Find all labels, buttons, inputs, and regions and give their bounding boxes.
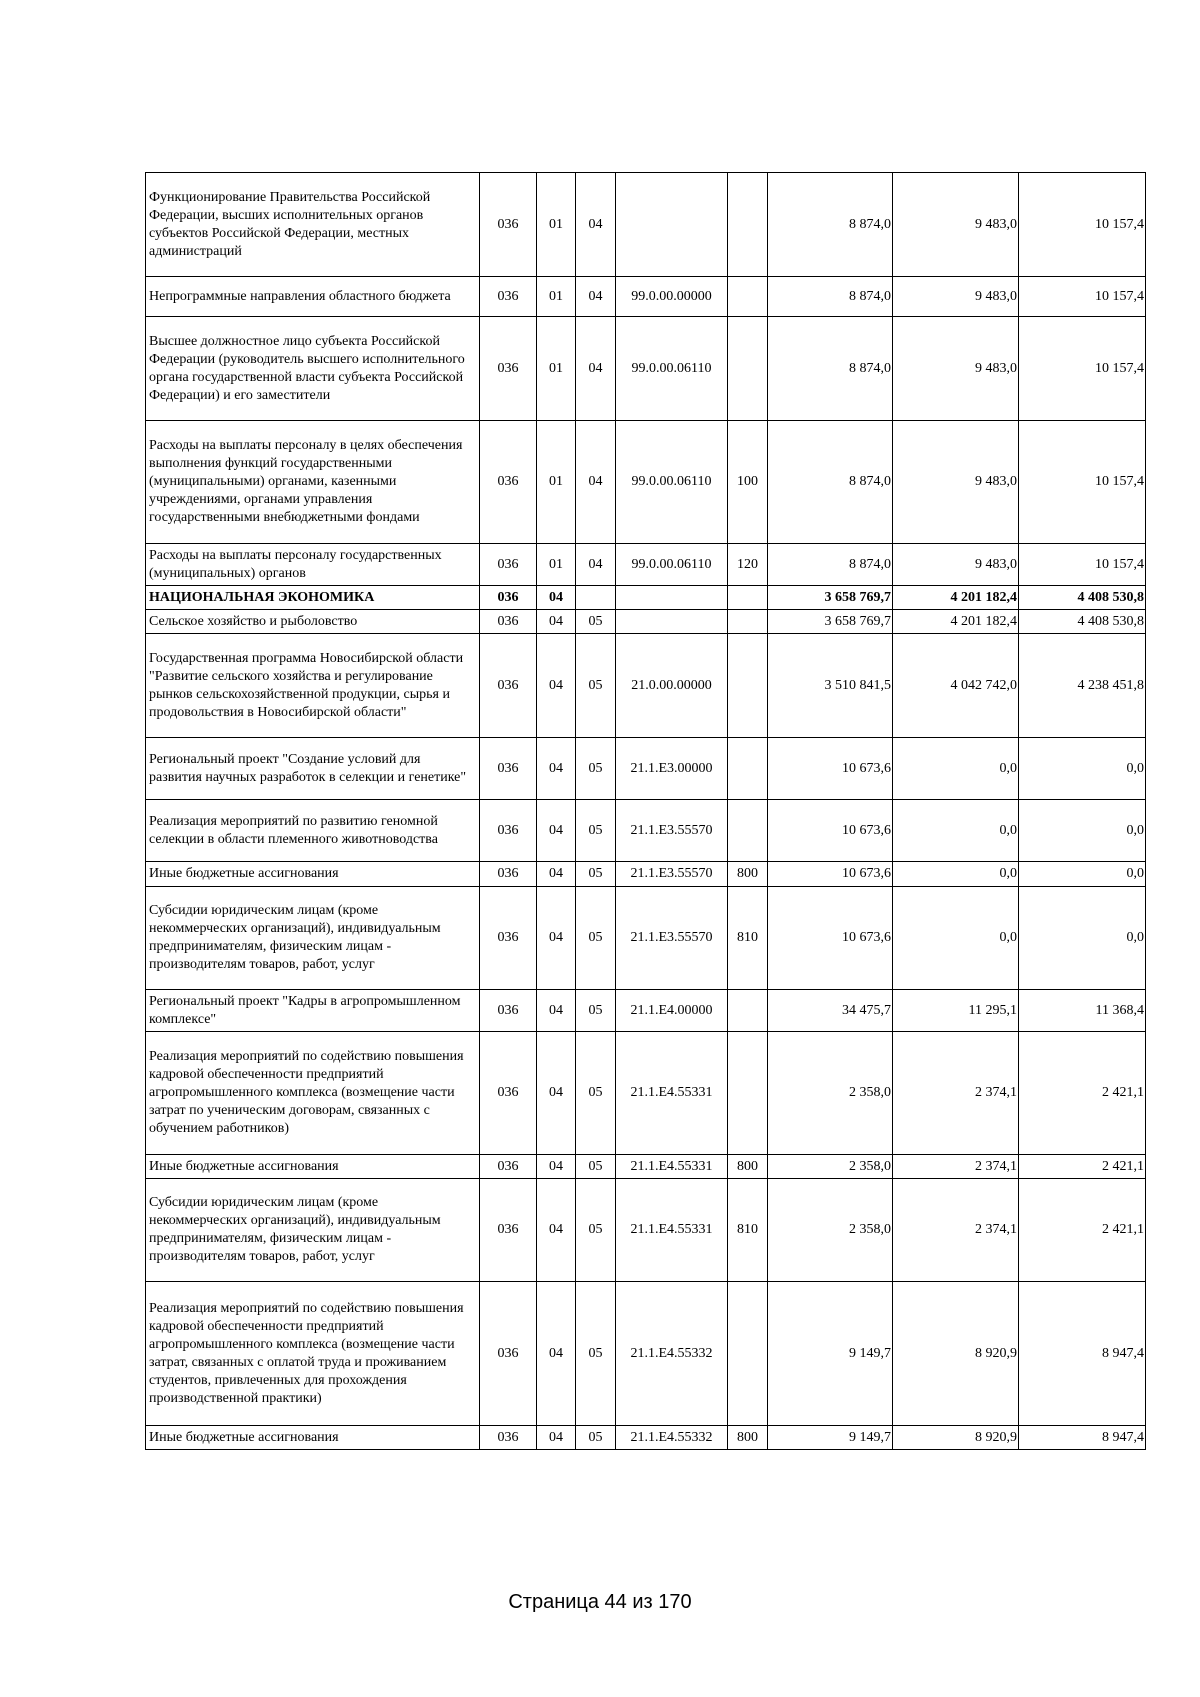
- cell-grbs: 036: [480, 421, 537, 544]
- cell-amount-year2: 0,0: [893, 862, 1019, 887]
- table-body: [146, 173, 1146, 1450]
- cell-expense-type: [728, 800, 768, 862]
- cell-amount-year1: 9 149,7: [768, 1282, 893, 1426]
- cell-target-article: 21.1.E4.55331: [616, 1155, 728, 1179]
- cell-expense-type: 120: [728, 544, 768, 586]
- cell-section: 01: [537, 317, 576, 421]
- cell-expense-type: [728, 277, 768, 317]
- cell-expense-type: [728, 317, 768, 421]
- cell-amount-year1: 2 358,0: [768, 1032, 893, 1155]
- cell-amount-year2: 8 920,9: [893, 1282, 1019, 1426]
- cell-target-article: [616, 610, 728, 634]
- cell-expense-type: 810: [728, 1179, 768, 1282]
- cell-subsection: 05: [576, 1179, 616, 1282]
- table-row: [146, 277, 1146, 317]
- cell-amount-year2: 2 374,1: [893, 1179, 1019, 1282]
- cell-name: Реализация мероприятий по развитию геномной селекции в области племенного животноводства: [146, 800, 480, 862]
- cell-amount-year1: 10 673,6: [768, 800, 893, 862]
- cell-target-article: 21.1.E3.00000: [616, 738, 728, 800]
- cell-subsection: 05: [576, 1155, 616, 1179]
- cell-name: Иные бюджетные ассигнования: [146, 862, 480, 887]
- cell-grbs: 036: [480, 544, 537, 586]
- cell-amount-year1: 3 510 841,5: [768, 634, 893, 738]
- cell-target-article: 21.1.E4.55331: [616, 1032, 728, 1155]
- cell-expense-type: [728, 634, 768, 738]
- cell-expense-type: [728, 586, 768, 610]
- cell-grbs: 036: [480, 277, 537, 317]
- cell-amount-year3: 10 157,4: [1019, 173, 1146, 277]
- table-row: [146, 738, 1146, 800]
- cell-target-article: 21.1.E3.55570: [616, 887, 728, 990]
- cell-target-article: 99.0.00.00000: [616, 277, 728, 317]
- table-row: [146, 317, 1146, 421]
- cell-target-article: 99.0.00.06110: [616, 544, 728, 586]
- cell-grbs: 036: [480, 173, 537, 277]
- cell-expense-type: [728, 1282, 768, 1426]
- cell-section: 01: [537, 277, 576, 317]
- cell-subsection: 05: [576, 610, 616, 634]
- table-row: [146, 1032, 1146, 1155]
- cell-subsection: [576, 586, 616, 610]
- cell-target-article: [616, 173, 728, 277]
- table-row: [146, 421, 1146, 544]
- cell-name: Высшее должностное лицо субъекта Российской Федерации (руководитель высшего исполнительного органа государственной власти субъекта Российской Федерации) и его заместители: [146, 317, 480, 421]
- cell-amount-year2: 0,0: [893, 800, 1019, 862]
- cell-amount-year2: 4 201 182,4: [893, 586, 1019, 610]
- cell-amount-year1: 10 673,6: [768, 887, 893, 990]
- cell-grbs: 036: [480, 1282, 537, 1426]
- cell-amount-year1: 8 874,0: [768, 173, 893, 277]
- cell-amount-year3: 0,0: [1019, 862, 1146, 887]
- cell-subsection: 04: [576, 277, 616, 317]
- cell-section: 04: [537, 887, 576, 990]
- cell-amount-year3: 0,0: [1019, 738, 1146, 800]
- cell-amount-year3: 10 157,4: [1019, 317, 1146, 421]
- cell-amount-year3: 8 947,4: [1019, 1426, 1146, 1450]
- cell-subsection: 05: [576, 800, 616, 862]
- cell-amount-year1: 8 874,0: [768, 544, 893, 586]
- cell-amount-year2: 9 483,0: [893, 317, 1019, 421]
- cell-amount-year2: 4 042 742,0: [893, 634, 1019, 738]
- cell-amount-year3: 11 368,4: [1019, 990, 1146, 1032]
- cell-section: 04: [537, 1426, 576, 1450]
- cell-amount-year2: 2 374,1: [893, 1032, 1019, 1155]
- cell-amount-year3: 0,0: [1019, 887, 1146, 990]
- cell-section: 04: [537, 610, 576, 634]
- cell-target-article: 21.1.E3.55570: [616, 862, 728, 887]
- cell-grbs: 036: [480, 990, 537, 1032]
- cell-amount-year2: 0,0: [893, 738, 1019, 800]
- cell-section: 04: [537, 862, 576, 887]
- cell-amount-year2: 2 374,1: [893, 1155, 1019, 1179]
- cell-subsection: 05: [576, 1282, 616, 1426]
- cell-subsection: 04: [576, 421, 616, 544]
- table-row: [146, 173, 1146, 277]
- cell-target-article: 21.1.E4.55331: [616, 1179, 728, 1282]
- cell-subsection: 04: [576, 544, 616, 586]
- cell-grbs: 036: [480, 862, 537, 887]
- cell-expense-type: 800: [728, 1426, 768, 1450]
- cell-amount-year3: 2 421,1: [1019, 1155, 1146, 1179]
- cell-subsection: 05: [576, 738, 616, 800]
- cell-grbs: 036: [480, 1032, 537, 1155]
- cell-name: Субсидии юридическим лицам (кроме некоммерческих организаций), индивидуальным предпринимателям, физическим лицам - производителям товаров, работ, услуг: [146, 887, 480, 990]
- cell-name: Реализация мероприятий по содействию повышения кадровой обеспеченности предприятий агропромышленного комплекса (возмещение части затрат, связанных с оплатой труда и проживанием студентов, привлеченных для прохождения производственной практики): [146, 1282, 480, 1426]
- cell-subsection: 05: [576, 1032, 616, 1155]
- table-row: [146, 586, 1146, 610]
- cell-amount-year2: 9 483,0: [893, 173, 1019, 277]
- cell-amount-year3: 4 408 530,8: [1019, 586, 1146, 610]
- cell-subsection: 05: [576, 887, 616, 990]
- cell-expense-type: [728, 610, 768, 634]
- cell-amount-year1: 10 673,6: [768, 862, 893, 887]
- cell-subsection: 04: [576, 317, 616, 421]
- page-number: Страница 44 из 170: [508, 1591, 692, 1613]
- cell-grbs: 036: [480, 317, 537, 421]
- cell-name: Функционирование Правительства Российской Федерации, высших исполнительных органов субъектов Российской Федерации, местных администраций: [146, 173, 480, 277]
- cell-amount-year3: 2 421,1: [1019, 1179, 1146, 1282]
- cell-section: 04: [537, 738, 576, 800]
- table-row: [146, 1282, 1146, 1426]
- cell-expense-type: 800: [728, 1155, 768, 1179]
- cell-amount-year2: 9 483,0: [893, 277, 1019, 317]
- cell-grbs: 036: [480, 738, 537, 800]
- cell-name: НАЦИОНАЛЬНАЯ ЭКОНОМИКА: [146, 586, 480, 610]
- cell-amount-year3: 8 947,4: [1019, 1282, 1146, 1426]
- cell-section: 01: [537, 173, 576, 277]
- cell-name: Иные бюджетные ассигнования: [146, 1155, 480, 1179]
- cell-subsection: 05: [576, 1426, 616, 1450]
- cell-target-article: 21.1.E4.55332: [616, 1426, 728, 1450]
- cell-grbs: 036: [480, 610, 537, 634]
- cell-grbs: 036: [480, 1155, 537, 1179]
- cell-section: 04: [537, 1155, 576, 1179]
- table-row: [146, 1179, 1146, 1282]
- cell-grbs: 036: [480, 586, 537, 610]
- table-row: [146, 862, 1146, 887]
- table-row: [146, 544, 1146, 586]
- cell-grbs: 036: [480, 1179, 537, 1282]
- cell-amount-year1: 3 658 769,7: [768, 610, 893, 634]
- cell-section: 04: [537, 1179, 576, 1282]
- cell-grbs: 036: [480, 800, 537, 862]
- cell-amount-year2: 4 201 182,4: [893, 610, 1019, 634]
- cell-amount-year1: 2 358,0: [768, 1155, 893, 1179]
- cell-amount-year2: 11 295,1: [893, 990, 1019, 1032]
- cell-section: 01: [537, 544, 576, 586]
- cell-amount-year3: 10 157,4: [1019, 421, 1146, 544]
- cell-expense-type: 810: [728, 887, 768, 990]
- cell-name: Иные бюджетные ассигнования: [146, 1426, 480, 1450]
- cell-amount-year1: 8 874,0: [768, 317, 893, 421]
- cell-amount-year3: 4 238 451,8: [1019, 634, 1146, 738]
- cell-target-article: 99.0.00.06110: [616, 421, 728, 544]
- table-row: [146, 1426, 1146, 1450]
- table-row: [146, 800, 1146, 862]
- cell-name: Региональный проект "Кадры в агропромышленном комплексе": [146, 990, 480, 1032]
- cell-name: Субсидии юридическим лицам (кроме некоммерческих организаций), индивидуальным предпринимателям, физическим лицам - производителям товаров, работ, услуг: [146, 1179, 480, 1282]
- cell-expense-type: [728, 1032, 768, 1155]
- cell-section: 04: [537, 1282, 576, 1426]
- cell-subsection: 05: [576, 990, 616, 1032]
- cell-amount-year1: 3 658 769,7: [768, 586, 893, 610]
- cell-grbs: 036: [480, 1426, 537, 1450]
- cell-name: Расходы на выплаты персоналу в целях обеспечения выполнения функций государственными (муниципальными) органами, казенными учреждениями, органами управления государственными внебюджетными фондами: [146, 421, 480, 544]
- table-row: [146, 887, 1146, 990]
- cell-name: Непрограммные направления областного бюджета: [146, 277, 480, 317]
- cell-name: Сельское хозяйство и рыболовство: [146, 610, 480, 634]
- cell-amount-year2: 0,0: [893, 887, 1019, 990]
- table-row: [146, 1155, 1146, 1179]
- cell-amount-year1: 34 475,7: [768, 990, 893, 1032]
- cell-grbs: 036: [480, 634, 537, 738]
- cell-section: 01: [537, 421, 576, 544]
- table-row: [146, 990, 1146, 1032]
- cell-section: 04: [537, 586, 576, 610]
- cell-expense-type: 100: [728, 421, 768, 544]
- cell-section: 04: [537, 800, 576, 862]
- cell-section: 04: [537, 990, 576, 1032]
- cell-target-article: 21.0.00.00000: [616, 634, 728, 738]
- cell-expense-type: [728, 738, 768, 800]
- cell-amount-year3: 0,0: [1019, 800, 1146, 862]
- cell-section: 04: [537, 1032, 576, 1155]
- cell-subsection: 05: [576, 862, 616, 887]
- cell-target-article: [616, 586, 728, 610]
- cell-expense-type: 800: [728, 862, 768, 887]
- cell-amount-year2: 8 920,9: [893, 1426, 1019, 1450]
- cell-amount-year3: 10 157,4: [1019, 277, 1146, 317]
- cell-section: 04: [537, 634, 576, 738]
- cell-name: Государственная программа Новосибирской области "Развитие сельского хозяйства и регулирование рынков сельскохозяйственной продукции, сырья и продовольствия в Новосибирской области": [146, 634, 480, 738]
- cell-amount-year1: 2 358,0: [768, 1179, 893, 1282]
- cell-amount-year1: 8 874,0: [768, 421, 893, 544]
- cell-amount-year1: 9 149,7: [768, 1426, 893, 1450]
- cell-target-article: 21.1.E3.55570: [616, 800, 728, 862]
- cell-name: Расходы на выплаты персоналу государственных (муниципальных) органов: [146, 544, 480, 586]
- cell-name: Региональный проект "Создание условий для развития научных разработок в селекции и генетике": [146, 738, 480, 800]
- cell-amount-year3: 2 421,1: [1019, 1032, 1146, 1155]
- cell-amount-year3: 10 157,4: [1019, 544, 1146, 586]
- cell-amount-year1: 10 673,6: [768, 738, 893, 800]
- cell-target-article: 21.1.E4.00000: [616, 990, 728, 1032]
- cell-subsection: 05: [576, 634, 616, 738]
- cell-amount-year2: 9 483,0: [893, 421, 1019, 544]
- cell-expense-type: [728, 990, 768, 1032]
- cell-grbs: 036: [480, 887, 537, 990]
- cell-amount-year1: 8 874,0: [768, 277, 893, 317]
- table-row: [146, 634, 1146, 738]
- cell-target-article: 99.0.00.06110: [616, 317, 728, 421]
- cell-expense-type: [728, 173, 768, 277]
- cell-name: Реализация мероприятий по содействию повышения кадровой обеспеченности предприятий агропромышленного комплекса (возмещение части затрат по ученическим договорам, связанных с обучением работников): [146, 1032, 480, 1155]
- budget-table: [145, 172, 1146, 1450]
- cell-amount-year3: 4 408 530,8: [1019, 610, 1146, 634]
- cell-subsection: 04: [576, 173, 616, 277]
- cell-amount-year2: 9 483,0: [893, 544, 1019, 586]
- table-row: [146, 610, 1146, 634]
- cell-target-article: 21.1.E4.55332: [616, 1282, 728, 1426]
